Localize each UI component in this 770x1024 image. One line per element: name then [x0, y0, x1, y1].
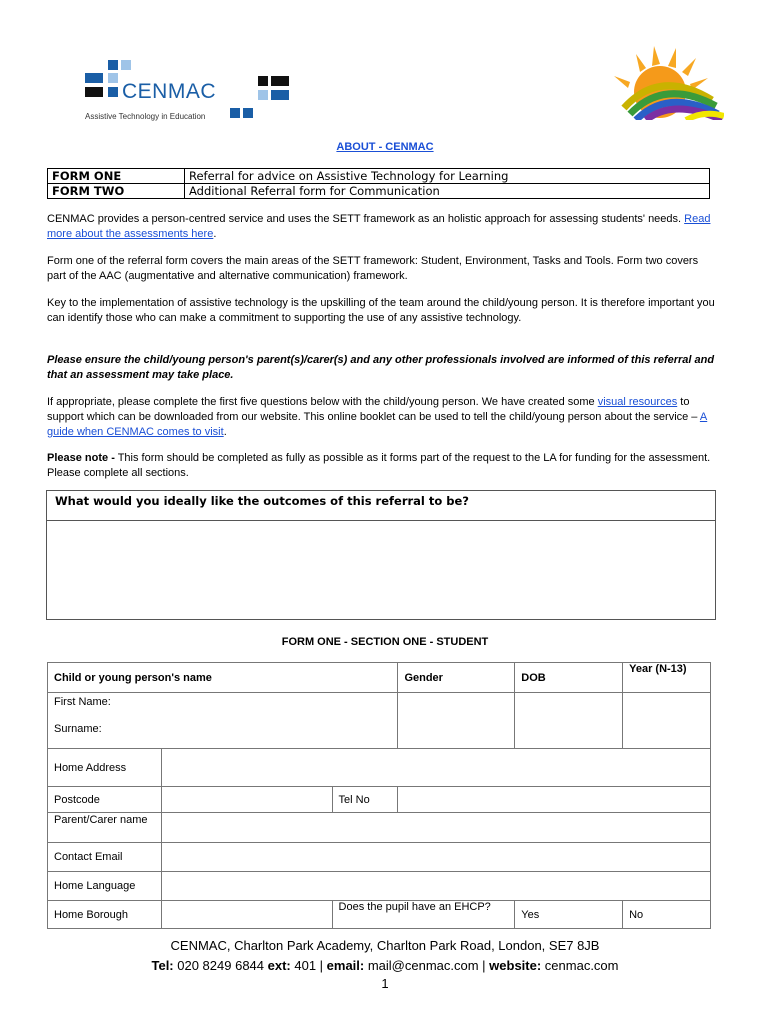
logo-tagline: Assistive Technology in Education: [85, 112, 206, 121]
guide-link[interactable]: A guide when CENMAC comes to visit: [47, 411, 708, 438]
home-language-label: Home Language: [48, 872, 162, 901]
section-title: FORM ONE - SECTION ONE - STUDENT: [281, 636, 489, 648]
assessments-link[interactable]: Read more about the assessments here: [47, 213, 711, 240]
about-cenmac-link[interactable]: ABOUT - CENMAC: [336, 141, 434, 153]
outcomes-answer-field[interactable]: [47, 521, 715, 619]
tel-no-field[interactable]: [398, 787, 711, 813]
tel-no-label: Tel No: [332, 787, 398, 813]
resources-paragraph: If appropriate, please complete the first five questions below with the child/young person. We have created some visual resources to support which can be downloaded from our website. This online booklet can be used to tell the child/young person about the service – A guide when CENMAC comes to visit.: [47, 396, 708, 438]
ehcp-question: Does the pupil have an EHCP?: [332, 901, 515, 929]
form-one-key: FORM ONE: [48, 169, 185, 184]
form-one-value: Referral for advice on Assistive Technology for Learning: [185, 169, 710, 184]
sett-paragraph: Form one of the referral form covers the main areas of the SETT framework: Student, Environment, Tasks and Tools. Form two covers part of the AAC (augmentative and alternative communication) framework.: [47, 255, 699, 282]
dob-header: DOB: [515, 663, 623, 693]
student-table: [47, 662, 711, 929]
parent-notice: Please ensure the child/young person's parent(s)/carer(s) and any other professionals involved are informed of this referral and that an assessment may take place.: [47, 354, 715, 381]
contact-email-field[interactable]: [161, 843, 710, 872]
home-address-field[interactable]: [161, 749, 710, 787]
ehcp-no-option[interactable]: No: [623, 901, 711, 929]
contact-email-label: Contact Email: [48, 843, 162, 872]
gender-field[interactable]: [398, 693, 515, 749]
form-two-value: Additional Referral form for Communication: [185, 184, 710, 199]
home-borough-field[interactable]: [161, 901, 332, 929]
cenmac-logo: [70, 46, 320, 130]
page-number: 1: [381, 976, 389, 991]
home-language-field[interactable]: [161, 872, 710, 901]
footer-address: CENMAC, Charlton Park Academy, Charlton Park Road, London, SE7 8JB: [170, 938, 600, 953]
sun-rainbow-logo: [612, 44, 724, 120]
home-address-label: Home Address: [48, 749, 162, 787]
name-header: Child or young person's name: [48, 663, 398, 693]
surname-label: Surname:: [54, 723, 102, 735]
footer-contact: Tel: 020 8249 6844 ext: 401 | email: mail@cenmac.com | website: cenmac.com: [151, 958, 619, 973]
postcode-field[interactable]: [161, 787, 332, 813]
form-two-key: FORM TWO: [48, 184, 185, 199]
please-note-paragraph: Please note - This form should be completed as fully as possible as it forms part of the request to the LA for funding for the assessment. Please complete all sections.: [47, 452, 711, 479]
intro-paragraph: CENMAC provides a person-centred service and uses the SETT framework as an holistic approach for assessing students' needs. Read more about the assessments here.: [47, 213, 711, 240]
form-one-row: [48, 169, 710, 184]
logo-name: CENMAC: [122, 80, 217, 103]
outcomes-box: [46, 490, 716, 620]
home-borough-label: Home Borough: [48, 901, 162, 929]
first-name-label: First Name:: [54, 696, 111, 708]
year-header: Year (N-13): [623, 663, 711, 693]
outcomes-question: What would you ideally like the outcomes of this referral to be?: [55, 494, 469, 508]
postcode-label: Postcode: [48, 787, 162, 813]
year-field[interactable]: [623, 693, 711, 749]
upskilling-paragraph: Key to the implementation of assistive technology is the upskilling of the team around the child/young person. It is therefore important you can identify those who can make a commitment to supporting the use of any assistive technology.: [47, 297, 715, 324]
form-two-row: [48, 184, 710, 199]
name-field[interactable]: [48, 693, 398, 749]
parent-carer-label: Parent/Carer name: [48, 813, 162, 843]
visual-resources-link[interactable]: visual resources: [597, 396, 678, 408]
forms-table: [47, 168, 710, 199]
gender-header: Gender: [398, 663, 515, 693]
ehcp-yes-option[interactable]: Yes: [515, 901, 623, 929]
dob-field[interactable]: [515, 693, 623, 749]
parent-carer-field[interactable]: [161, 813, 710, 843]
